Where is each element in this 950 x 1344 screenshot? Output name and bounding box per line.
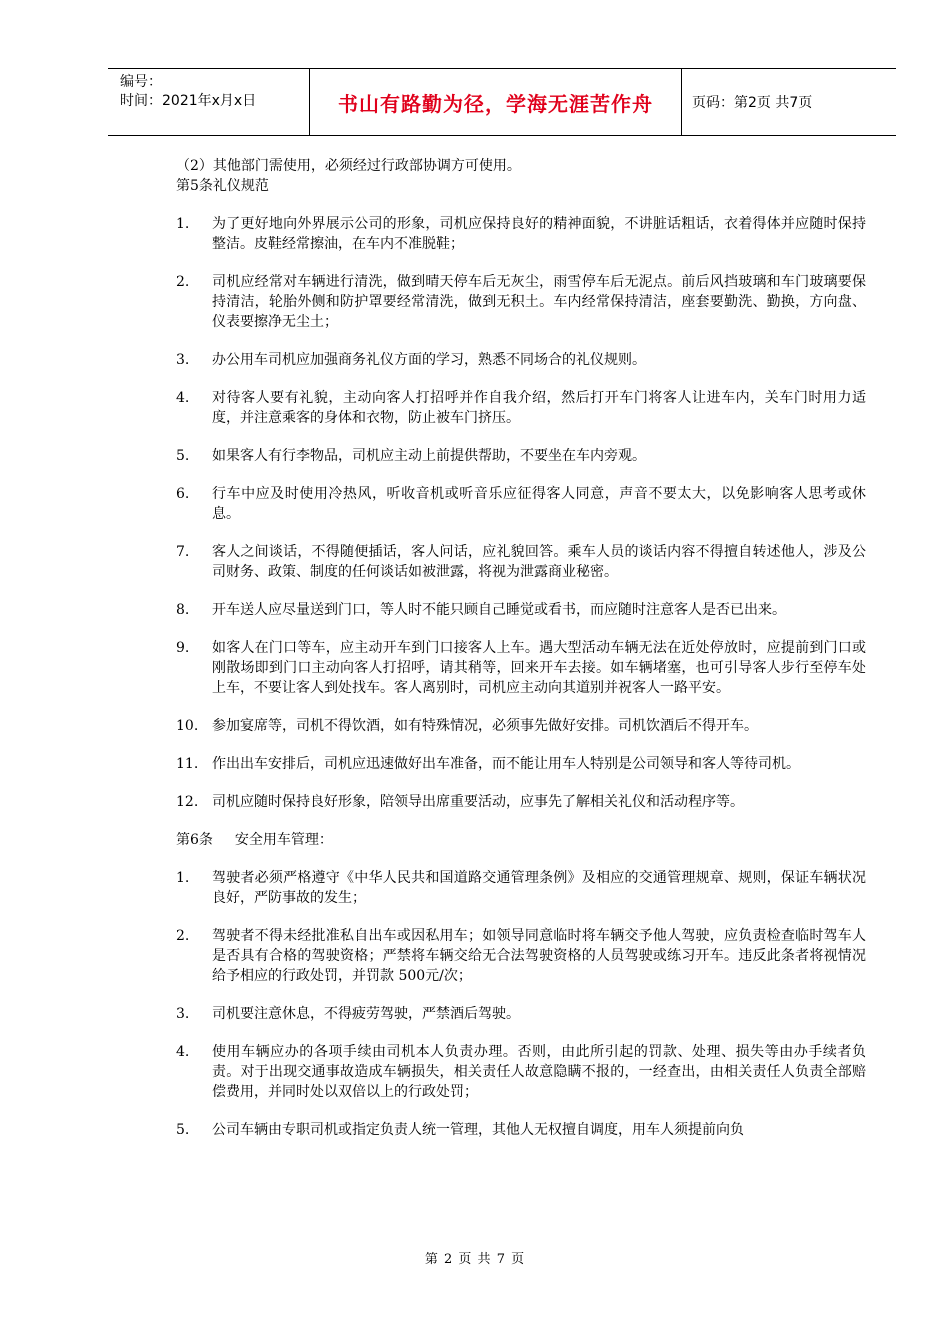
item-text: 办公用车司机应加强商务礼仪方面的学习，熟悉不同场合的礼仪规则。 <box>212 352 646 368</box>
item-text: 客人之间谈话，不得随便插话，客人问话，应礼貌回答。乘车人员的谈话内容不得擅自转述他人，涉及公司财务、政策、制度的任何谈话如被泄露，将视为泄露商业秘密。 <box>212 544 866 580</box>
intro-line: （2）其他部门需使用，必须经过行政部协调方可使用。 <box>176 158 521 174</box>
item-number: 4. <box>176 390 190 406</box>
item-number: 4. <box>176 1044 190 1060</box>
item-text: 司机应随时保持良好形象，陪领导出席重要活动，应事先了解相关礼仪和活动程序等。 <box>212 794 744 810</box>
item-text: 对待客人要有礼貌，主动向客人打招呼并作自我介绍，然后打开车门将客人让进车内，关车门时用力适度，并注意乘客的身体和衣物，防止被车门挤压。 <box>212 390 866 426</box>
item-number: 2. <box>176 274 190 290</box>
item-number: 1. <box>176 870 190 886</box>
list-item <box>176 446 866 466</box>
item-number: 10. <box>176 718 199 734</box>
document-body <box>176 156 866 1140</box>
list-item <box>176 350 866 370</box>
item-text: 行车中应及时使用冷热风，听收音机或听音乐应征得客人同意，声音不要太大，以免影响客人思考或休息。 <box>212 486 866 522</box>
article-5-heading <box>176 176 866 196</box>
list-item <box>176 214 866 254</box>
article-number: 第6条 <box>176 832 213 848</box>
article-5-list <box>176 214 866 812</box>
article-title: 礼仪规范 <box>212 178 269 194</box>
list-item <box>176 272 866 332</box>
item-number: 7. <box>176 544 190 560</box>
item-number: 1. <box>176 216 190 232</box>
item-number: 2. <box>176 928 190 944</box>
document-number-label: 编号： <box>120 74 162 90</box>
article-6-list <box>176 868 866 1140</box>
item-number: 3. <box>176 352 190 368</box>
header-motto: 书山有路勤为径，学海无涯苦作舟 <box>310 69 682 135</box>
item-number: 3. <box>176 1006 190 1022</box>
list-item <box>176 716 866 736</box>
item-text: 驾驶者必须严格遵守《中华人民共和国道路交通管理条例》及相应的交通管理规章、规则，保证车辆状况良好，严防事故的发生； <box>212 870 866 906</box>
header-page-number: 页码：第2页 共7页 <box>692 95 813 111</box>
item-text: 为了更好地向外界展示公司的形象，司机应保持良好的精神面貌，不讲脏话粗话，衣着得体并应随时保持整洁。皮鞋经常擦油，在车内不准脱鞋； <box>212 216 866 252</box>
list-item <box>176 868 866 908</box>
document-date: 时间：2021年x月x日 <box>120 93 257 109</box>
article-title: 安全用车管理： <box>234 832 333 848</box>
item-text: 司机应经常对车辆进行清洗，做到晴天停车后无灰尘，雨雪停车后无泥点。前后风挡玻璃和车门玻璃要保持清洁，轮胎外侧和防护罩要经常清洗，做到无积土。车内经常保持清洁，座套要勤洗、勤换，方向盘、仪表要擦净无尘土； <box>212 274 866 330</box>
list-item <box>176 600 866 620</box>
list-item <box>176 638 866 698</box>
item-number: 9. <box>176 640 190 656</box>
page-header <box>108 68 896 136</box>
header-meta <box>108 69 310 135</box>
item-text: 作出出车安排后，司机应迅速做好出车准备，而不能让用车人特别是公司领导和客人等待司机。 <box>212 756 800 772</box>
list-item <box>176 926 866 986</box>
item-text: 驾驶者不得未经批准私自出车或因私用车；如领导同意临时将车辆交予他人驾驶，应负责检查临时驾车人是否具有合格的驾驶资格；严禁将车辆交给无合法驾驶资格的人员驾驶或练习开车。违反此条者将视情况给予相应的行政处罚，并罚款 500元/次； <box>212 928 866 984</box>
item-text: 使用车辆应办的各项手续由司机本人负责办理。否则，由此所引起的罚款、处理、损失等由办手续者负责。对于出现交通事故造成车辆损失，相关责任人故意隐瞒不报的，一经查出，由相关责任人负责全部赔偿费用，并同时处以双倍以上的行政处罚； <box>212 1044 866 1100</box>
item-text: 开车送人应尽量送到门口，等人时不能只顾自己睡觉或看书，而应随时注意客人是否已出来。 <box>212 602 786 618</box>
item-number: 5. <box>176 448 190 464</box>
list-item <box>176 1120 866 1140</box>
item-number: 11. <box>176 756 199 772</box>
list-item <box>176 1004 866 1024</box>
item-number: 12. <box>176 794 199 810</box>
list-item <box>176 1042 866 1102</box>
item-text: 参加宴席等，司机不得饮酒，如有特殊情况，必须事先做好安排。司机饮酒后不得开车。 <box>212 718 758 734</box>
item-text: 公司车辆由专职司机或指定负责人统一管理，其他人无权擅自调度，用车人须提前向负 <box>212 1122 744 1138</box>
page-footer: 第 2 页 共 7 页 <box>424 1252 526 1267</box>
item-number: 8. <box>176 602 190 618</box>
item-text: 如果客人有行李物品，司机应主动上前提供帮助，不要坐在车内旁观。 <box>212 448 646 464</box>
list-item <box>176 484 866 524</box>
item-text: 如客人在门口等车，应主动开车到门口接客人上车。遇大型活动车辆无法在近处停放时，应提前到门口或刚散场即到门口主动向客人打招呼，请其稍等，回来开车去接。如车辆堵塞，也可引导客人步行至停车处上车，不要让客人到处找车。客人离别时，司机应主动向其道别并祝客人一路平安。 <box>212 640 866 696</box>
article-number: 第5条 <box>176 178 213 194</box>
item-number: 6. <box>176 486 190 502</box>
list-item <box>176 754 866 774</box>
item-text: 司机要注意休息，不得疲劳驾驶，严禁酒后驾驶。 <box>212 1006 520 1022</box>
list-item <box>176 388 866 428</box>
list-item <box>176 542 866 582</box>
article-6-heading <box>176 830 866 850</box>
list-item <box>176 792 866 812</box>
item-number: 5. <box>176 1122 190 1138</box>
